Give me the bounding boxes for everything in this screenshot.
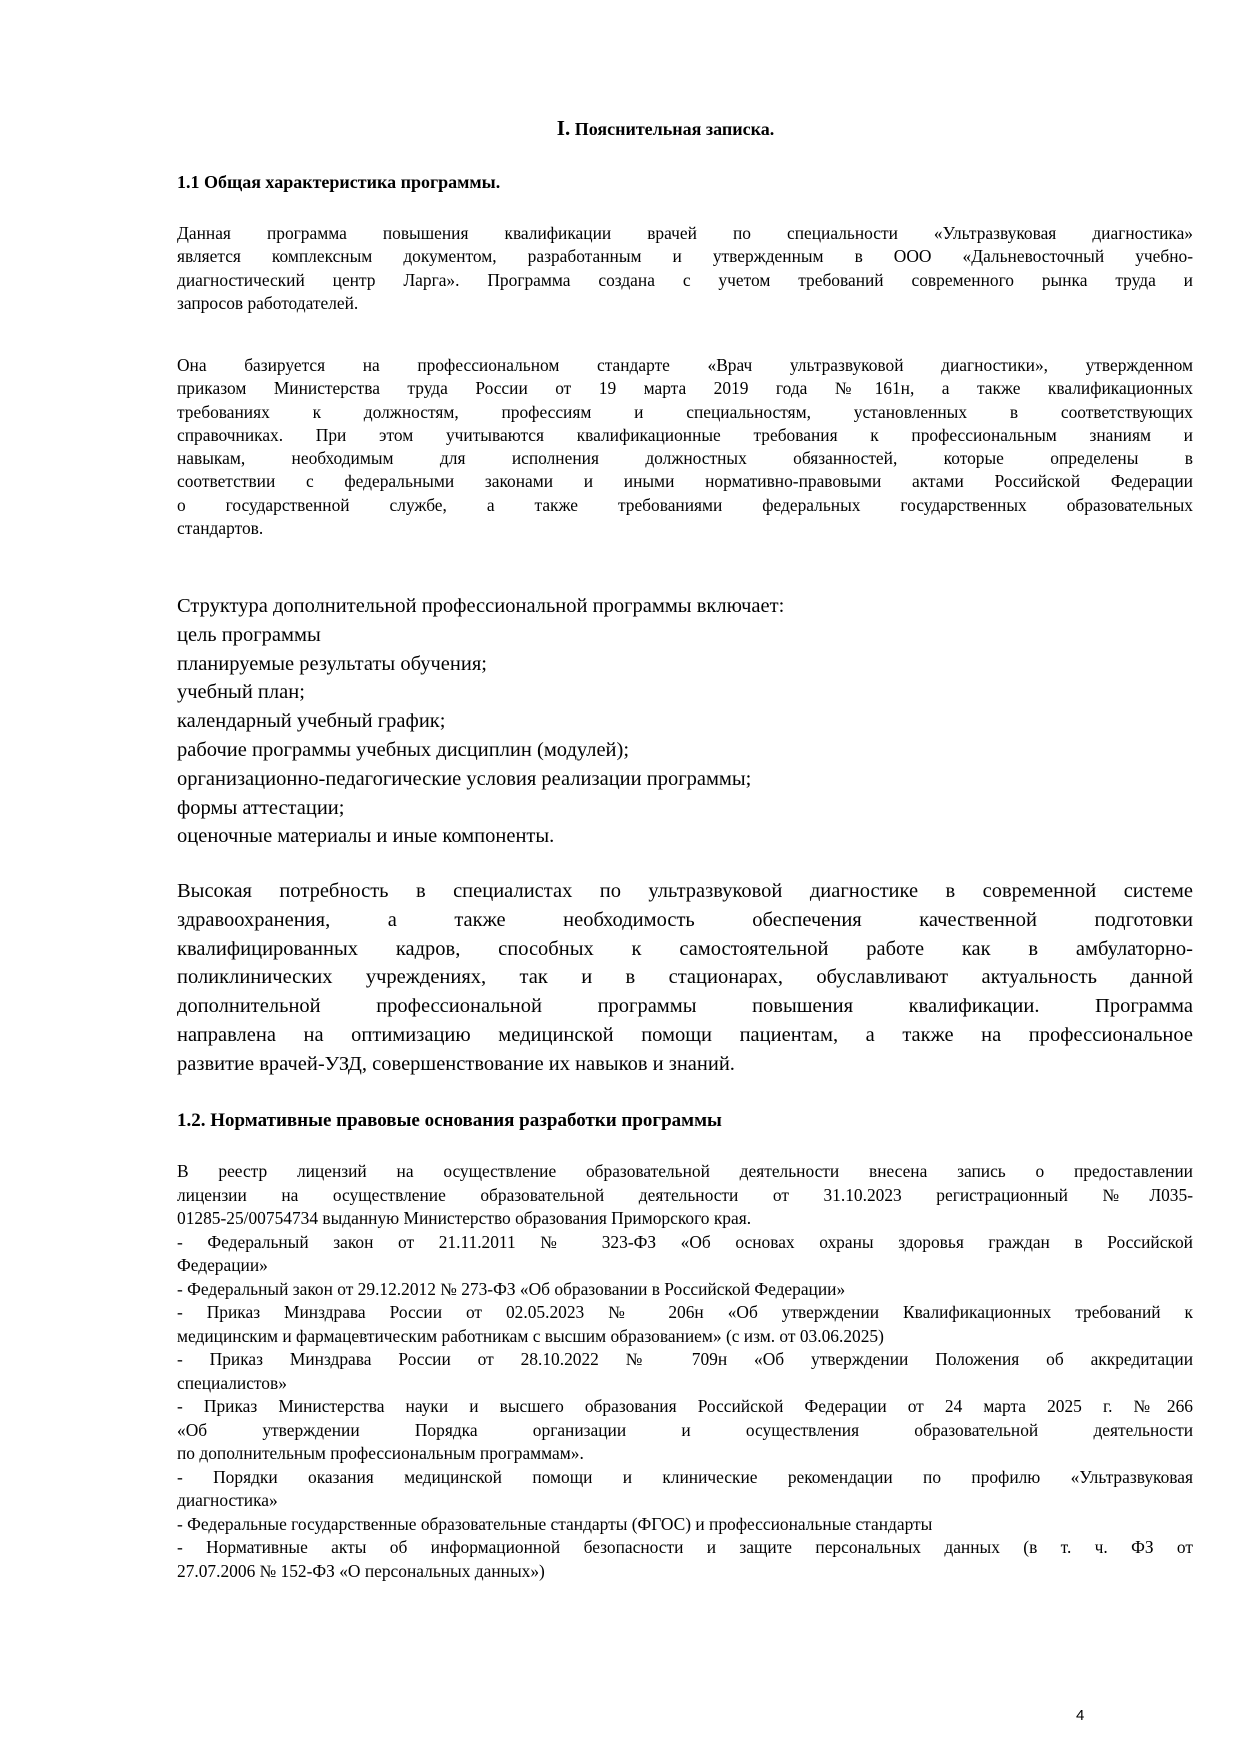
section-heading-1-2: 1.2. Нормативные правовые основания разработки программы [177,1110,722,1131]
paragraph-program-description [177,222,1193,315]
legal-line: В реестр лицензий на осуществление образовательной деятельности внесена запись о предоставлении [177,1161,1193,1181]
program-structure-list [177,592,784,851]
title-text: Пояснительная записка. [570,119,775,139]
paragraph-line: диагностический центр Ларга». Программа создана с учетом требований современного рынка труда и [177,269,1193,290]
legal-line: - Приказ Минздрава России от 02.05.2023 № 206н «Об утверждении Квалификационных требований к [177,1302,1193,1322]
legal-line: - Федеральные государственные образовательные стандарты (ФГОС) и профессиональные стандарты [177,1513,933,1534]
list-item: цель программы [177,623,321,646]
paragraph-line: стандартов. [177,518,264,539]
legal-line: - Федеральный закон от 21.11.2011 № 323-ФЗ «Об основах охраны здоровья граждан в Российской [177,1231,1193,1252]
paragraph-line: является комплексным документом, разработанным и утвержденным в ООО «Дальневосточный учебно- [177,246,1193,267]
paragraph-line: приказом Министерства труда России от 19 марта 2019 года №161н, а также квалификационных [177,378,1193,399]
legal-line: «Об утверждении Порядка организации и осуществления образовательной деятельности [177,1419,1193,1440]
legal-line: диагностика» [177,1490,278,1510]
paragraph-line: развитие врачей-УЗД, совершенствование их навыков и знаний. [177,1052,735,1075]
legal-line: медицинским и фармацевтическим работникам с высшим образованием» (с изм. от 03.06.2025) [177,1325,884,1346]
paragraph-relevance [177,877,1193,1079]
list-item: учебный план; [177,681,305,704]
paragraph-line: квалифицированных кадров, способных к самостоятельной работе как в амбулаторно- [177,937,1193,960]
legal-line: - Федеральный закон от 29.12.2012 № 273-ФЗ «Об образовании в Российской Федерации» [177,1278,846,1299]
paragraph-line: Она базируется на профессиональном стандарте «Врач ультразвуковой диагностики», утвержденном [177,355,1193,375]
legal-line: специалистов» [177,1372,287,1393]
title-roman-numeral: I. [556,116,571,140]
paragraph-line: о государственной службе, а также требованиями федеральных государственных образовательных [177,494,1193,515]
page-number: 4 [1076,1707,1085,1724]
paragraph-line: Высокая потребность в специалистах по ультразвуковой диагностике в современной системе [177,880,1193,902]
paragraph-professional-standard [177,354,1193,540]
legal-line: - Приказ Минздрава России от 28.10.2022 № 709н «Об утверждении Положения об аккредитации [177,1349,1193,1369]
legal-line: - Порядки оказания медицинской помощи и клинические рекомендации по профилю «Ультразвуковая [177,1466,1193,1487]
paragraph-line: справочниках. При этом учитываются квалификационные требования к профессиональным знаниям и [177,424,1193,445]
section-heading-1-1: 1.1 Общая характеристика программы. [177,172,501,192]
legal-line: 27.07.2006 № 152-ФЗ «О персональных данных») [177,1560,545,1581]
paragraph-line: Данная программа повышения квалификации врачей по специальности «Ультразвуковая диагностика» [177,223,1193,243]
paragraph-line: навыкам, необходимым для исполнения должностных обязанностей, которые определены в [177,448,1193,469]
legal-line: Федерации» [177,1255,268,1275]
structure-intro: Структура дополнительной профессиональной программы включает: [177,595,785,617]
list-item: оценочные материалы и иные компоненты. [177,825,555,848]
paragraph-line: дополнительной профессиональной программы повышения квалификации. Программа [177,995,1193,1018]
legal-line: по дополнительным профессиональным программам». [177,1443,584,1463]
legal-line: 01285-25/00754734 выданную Министерство образования Приморского края. [177,1208,752,1228]
legal-basis-list [177,1160,1193,1583]
paragraph-line: направлена на оптимизацию медицинской помощи пациентам, а также на профессиональное [177,1023,1193,1046]
list-item: формы аттестации; [177,796,345,819]
paragraph-line: требованиях к должностям, профессиям и специальностям, установленных в соответствующих [177,401,1193,422]
list-item: рабочие программы учебных дисциплин (модулей); [177,738,630,761]
paragraph-line: запросов работодателей. [177,292,359,313]
paragraph-line: соответствии с федеральными законами и иными нормативно-правовыми актами Российской Федерации [177,471,1193,492]
list-item: планируемые результаты обучения; [177,652,487,675]
legal-line: - Приказ Министерства науки и высшего образования Российской Федерации от 24 марта 2025 г. №266 [177,1396,1193,1416]
list-item: календарный учебный график; [177,710,446,733]
legal-line: - Нормативные акты об информационной безопасности и защите персональных данных (в т. ч. ФЗ от [177,1537,1193,1557]
paragraph-line: здравоохранения, а также необходимость обеспечения качественной подготовки [177,908,1193,931]
paragraph-line: поликлинических учреждениях, так и в стационарах, обуславливают актуальность данной [177,966,1193,989]
legal-line: лицензии на осуществление образовательной деятельности от 31.10.2023 регистрационный №Л035- [177,1184,1193,1205]
page-title [0,116,1241,141]
list-item: организационно-педагогические условия реализации программы; [177,767,752,790]
